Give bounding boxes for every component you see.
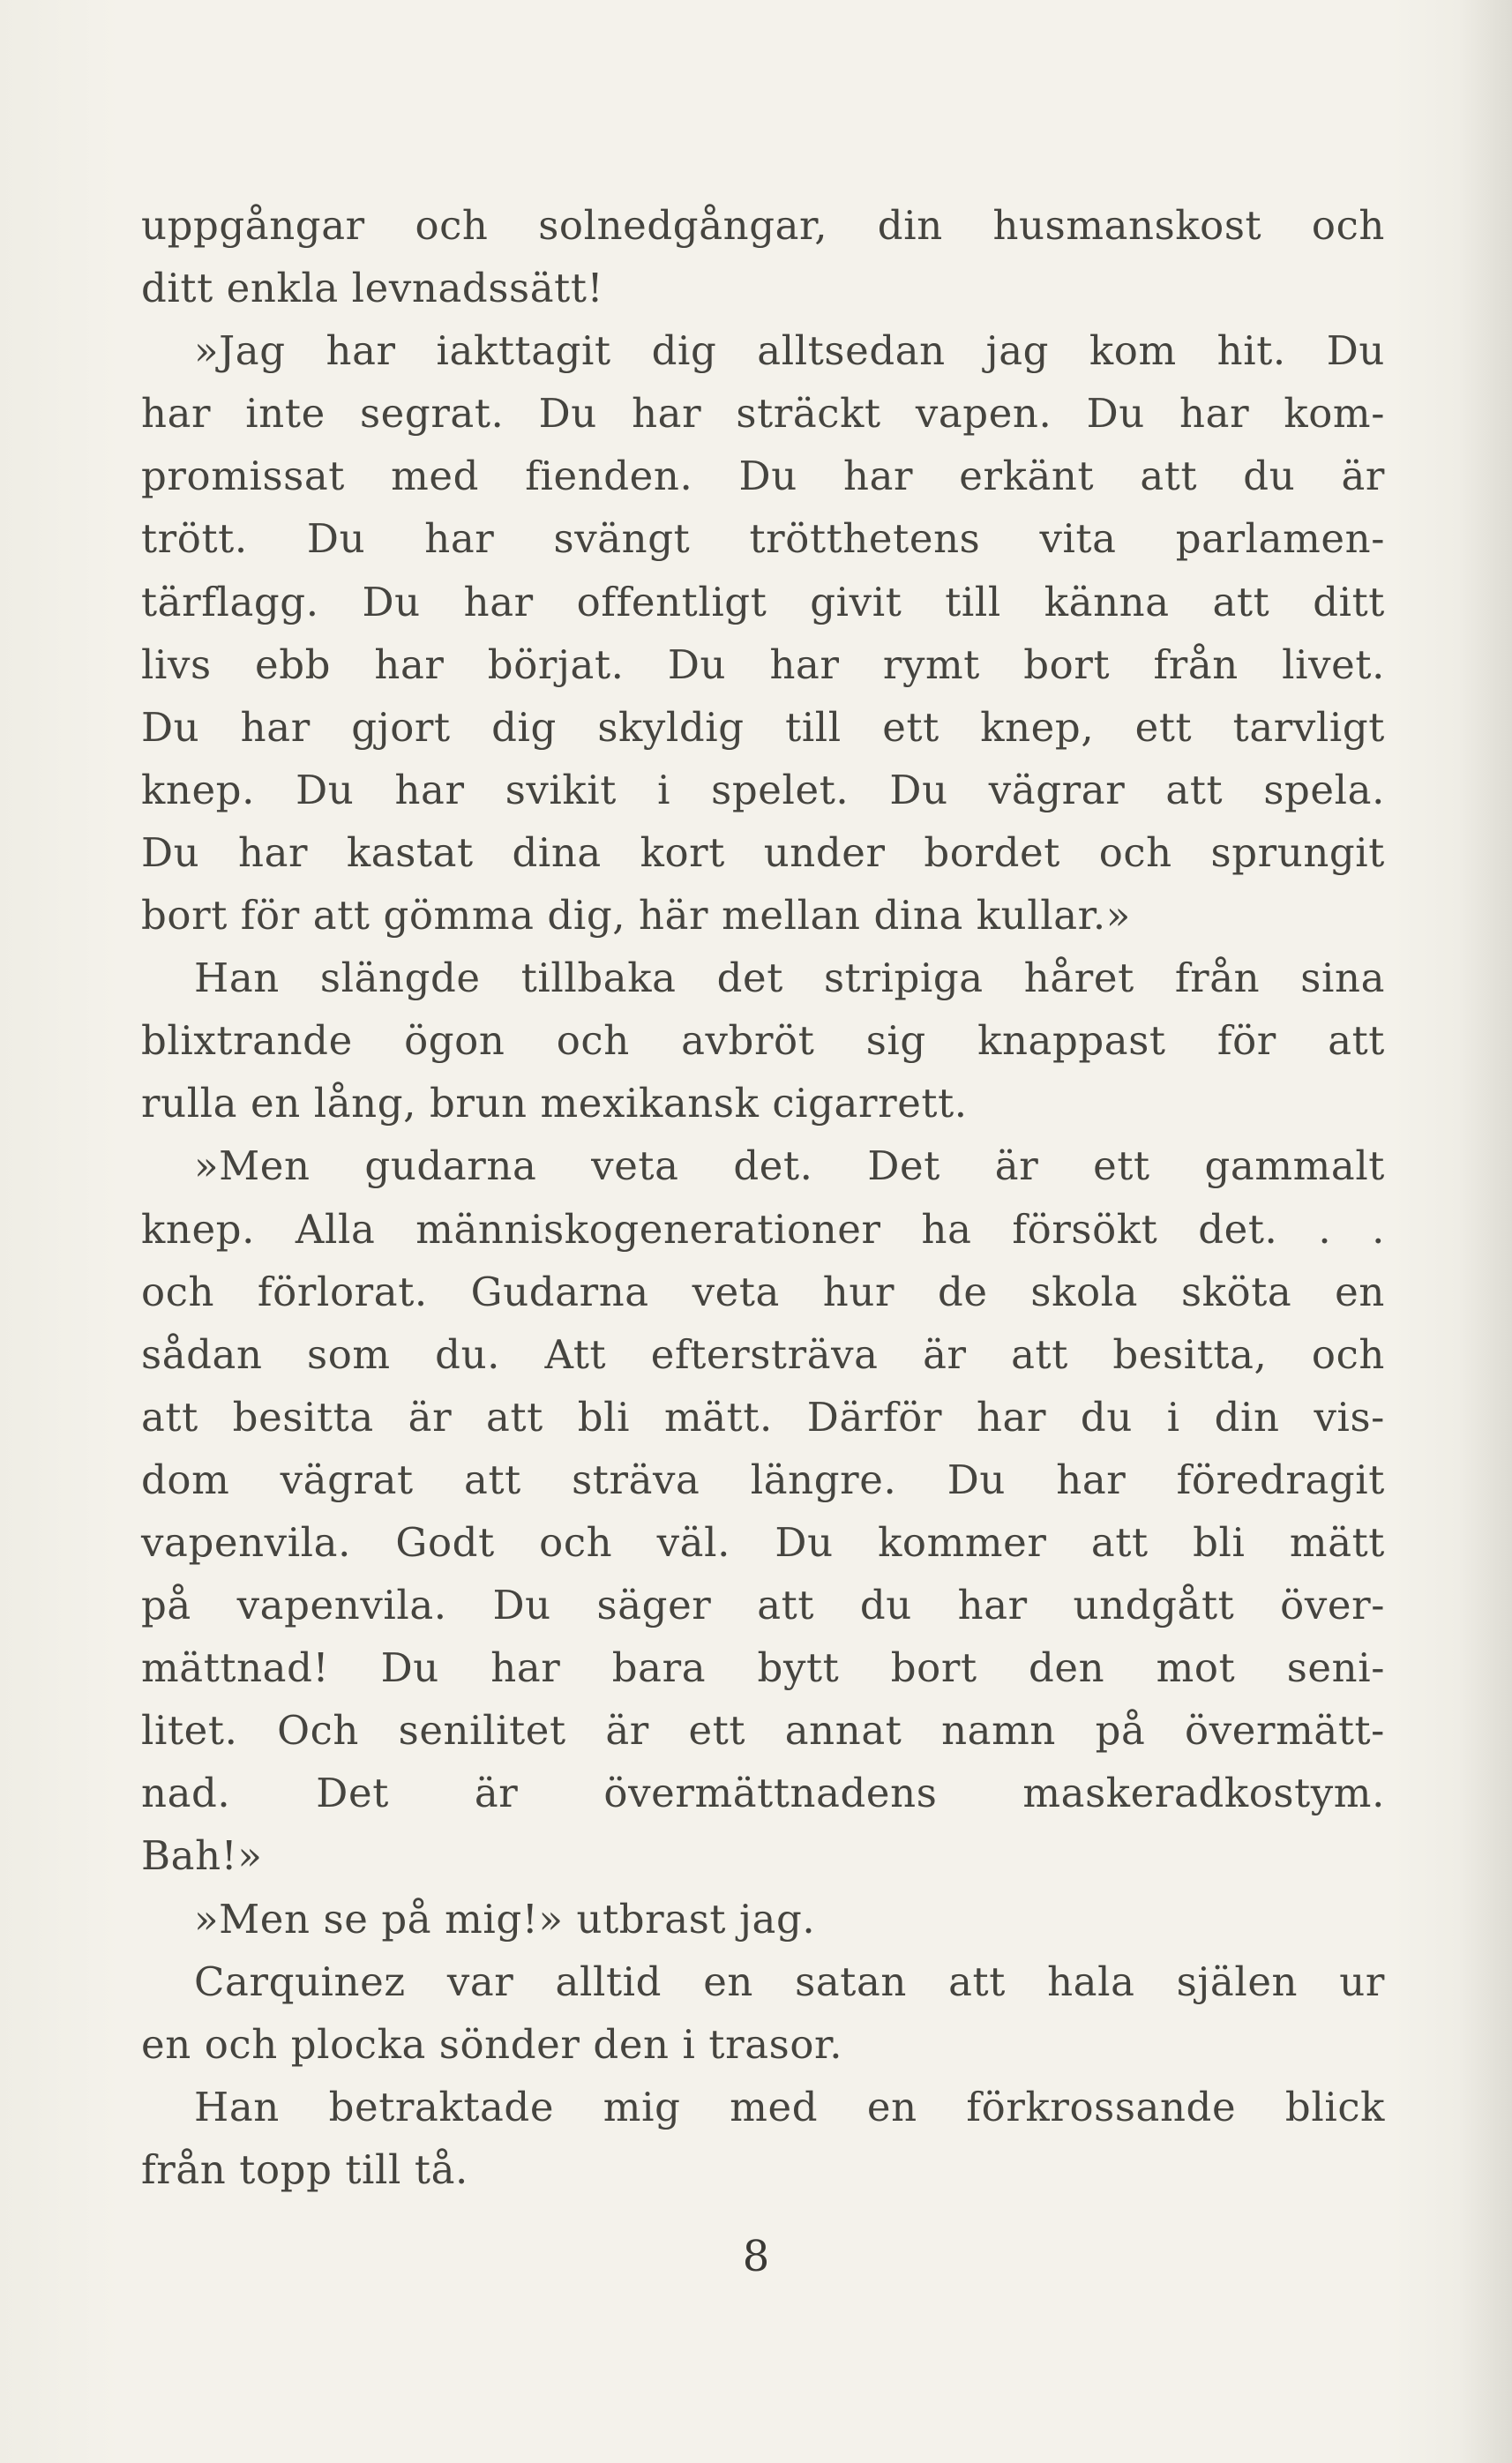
text-line: »Men gudarna veta det. Det är ett gammalt <box>194 1142 1385 1190</box>
text-line: sådan som du. Att eftersträva är att besitta, och <box>141 1330 1385 1378</box>
text-line: och förlorat. Gudarna veta hur de skola sköta en <box>141 1268 1385 1315</box>
text-line: uppgångar och solnedgångar, din husmanskost och <box>141 202 1385 249</box>
text-line: dom vägrat att sträva längre. Du har föredragit <box>141 1456 1385 1503</box>
text-line: litet. Och senilitet är ett annat namn på övermätt- <box>141 1707 1385 1755</box>
text-line: »Men se på mig!» utbrast jag. <box>194 1895 816 1943</box>
page-number: 8 <box>742 2232 770 2281</box>
text-line: vapenvila. Godt och väl. Du kommer att bli mätt <box>141 1518 1385 1566</box>
text-line: ditt enkla levnadssätt! <box>141 265 604 312</box>
text-line: bort för att gömma dig, här mellan dina kullar.» <box>141 892 1131 940</box>
text-line: »Jag har iakttagit dig alltsedan jag kom hit. Du <box>194 327 1385 375</box>
text-line: trött. Du har svängt trötthetens vita parlamen- <box>141 515 1385 563</box>
text-line: livs ebb har börjat. Du har rymt bort från livet. <box>141 640 1385 688</box>
text-line: promissat med fienden. Du har erkänt att du är <box>141 453 1385 500</box>
text-line: att besitta är att bli mätt. Därför har du i din vis- <box>141 1393 1385 1441</box>
text-line: från topp till tå. <box>141 2145 468 2193</box>
text-line: blixtrande ögon och avbröt sig knappast för att <box>141 1017 1385 1065</box>
text-line: Du har kastat dina kort under bordet och sprungit <box>141 828 1385 876</box>
text-line: knep. Du har svikit i spelet. Du vägrar att spela. <box>141 766 1385 813</box>
text-line: knep. Alla människogenerationer ha försökt det. . . <box>141 1205 1385 1253</box>
text-line: på vapenvila. Du säger att du har undgått över- <box>141 1582 1385 1629</box>
text-line: mättnad! Du har bara bytt bort den mot seni- <box>141 1644 1385 1692</box>
page-edge-shadow <box>1459 0 1512 2463</box>
text-line: en och plocka sönder den i trasor. <box>141 2020 843 2068</box>
text-line: tärflagg. Du har offentligt givit till känna att ditt <box>141 578 1385 625</box>
body-text <box>141 194 1385 2201</box>
text-line: Han slängde tillbaka det stripiga håret från sina <box>194 955 1385 1002</box>
text-line: nad. Det är övermättnadens maskeradkostym. <box>141 1770 1385 1817</box>
text-line: rulla en lång, brun mexikansk cigarrett. <box>141 1080 968 1127</box>
text-line: har inte segrat. Du har sträckt vapen. Du har kom- <box>141 390 1385 438</box>
text-line: Carquinez var alltid en satan att hala själen ur <box>194 1958 1385 2005</box>
text-line: Bah!» <box>141 1832 263 1880</box>
text-line: Han betraktade mig med en förkrossande blick <box>194 2083 1385 2130</box>
text-line: Du har gjort dig skyldig till ett knep, ett tarvligt <box>141 703 1385 751</box>
